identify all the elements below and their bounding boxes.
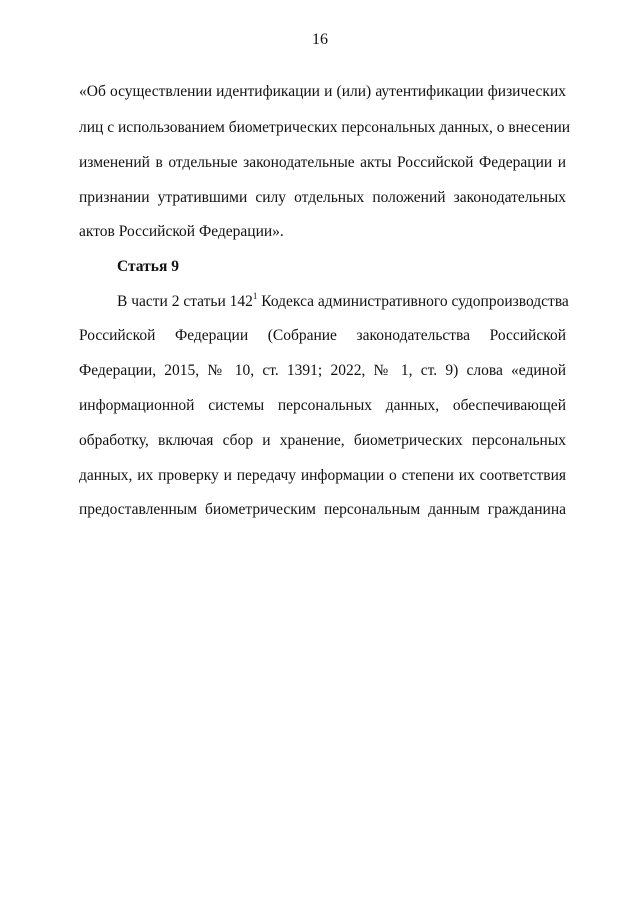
article-heading: Статья 9 <box>117 258 179 275</box>
paragraph-2-line-5: обработку, включая сбор и хранение, биометрических персональных <box>79 432 566 449</box>
paragraph-1-line-5: актов Российской Федерации». <box>79 223 284 240</box>
superscript-1: 1 <box>252 291 258 301</box>
paragraph-1-line-4: признании утратившими силу отдельных положений законодательных <box>79 189 566 206</box>
paragraph-2-line-3: Федерации, 2015, № 10, ст. 1391; 2022, № 1, ст. 9) слова «единой <box>79 362 566 379</box>
paragraph-2-line-1-start: В части 2 статьи 142 <box>117 293 253 310</box>
paragraph-2-line-1-end: Кодекса административного судопроизводства <box>257 293 569 310</box>
paragraph-2-line-2: Российской Федерации (Собрание законодательства Российской <box>79 327 566 344</box>
paragraph-2-line-1 <box>117 291 569 312</box>
paragraph-1-line-2: лиц с использованием биометрических персональных данных, о внесении <box>79 119 571 136</box>
paragraph-1-line-1: «Об осуществлении идентификации и (или) аутентификации физических <box>79 83 566 100</box>
paragraph-2-line-4: информационной системы персональных данных, обеспечивающей <box>79 397 566 414</box>
paragraph-1-line-3: изменений в отдельные законодательные акты Российской Федерации и <box>79 154 566 171</box>
paragraph-2-line-6: данных, их проверку и передачу информации о степени их соответствия <box>79 467 566 484</box>
page-number: 16 <box>312 31 328 48</box>
paragraph-2-line-7: предоставленным биометрическим персональным данным гражданина <box>79 501 566 518</box>
